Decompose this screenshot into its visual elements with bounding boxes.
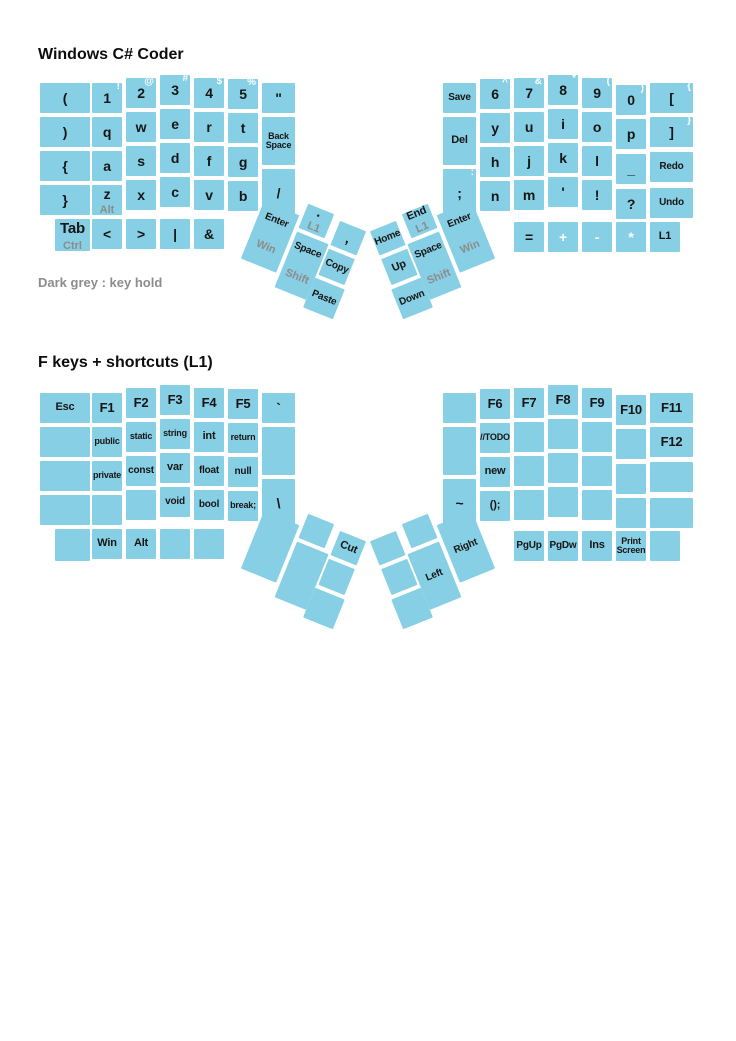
keycap-label: a: [103, 157, 111, 174]
keycap-shifted-label: ): [640, 83, 644, 94]
key-blank: [194, 529, 224, 559]
key-blank: [40, 461, 90, 491]
key-break: [228, 491, 258, 521]
keycap-label: 2: [137, 84, 145, 101]
keycap-label: Print Screen: [616, 535, 646, 555]
keycap-label: Space: [413, 239, 444, 261]
keycap-label: {: [62, 157, 68, 174]
keycap-label: //TODO: [480, 432, 510, 443]
keycap-label: public: [94, 436, 120, 447]
keycap-label: F6: [487, 396, 503, 412]
keycap-label: F4: [201, 395, 217, 411]
keycap-label: =: [525, 228, 533, 245]
keycap-label: i: [561, 115, 565, 132]
key-blank: [55, 529, 90, 561]
keycap-label: static: [129, 431, 153, 442]
keycap-label: ,: [343, 229, 354, 247]
key-private: [92, 461, 122, 491]
keycap-hold-label: Win: [254, 237, 278, 257]
keycap-label: const: [128, 464, 154, 476]
key-blank: [616, 464, 646, 494]
keycap-label: 4: [205, 84, 213, 101]
keycap-label: void: [165, 495, 185, 507]
key-cut: [330, 531, 366, 566]
key-pgup: [514, 531, 544, 561]
keycap-shifted-label: &: [534, 76, 542, 87]
keycap-hold-label: Alt: [99, 203, 115, 216]
keycap-label: [: [669, 89, 674, 106]
keycap-shifted-label: *: [572, 73, 576, 84]
keycap-label: _: [627, 160, 635, 177]
key-void: [160, 487, 190, 517]
keycap-label: b: [238, 187, 248, 204]
keycap-shifted-label: }: [687, 115, 691, 126]
keycap-label: float: [198, 464, 220, 476]
keycap-label: u: [524, 118, 534, 135]
key-blank: [616, 498, 646, 528]
key-const: [126, 456, 156, 486]
keycap-label: Paste: [310, 288, 339, 308]
keycap-label: F5: [235, 396, 251, 412]
layer1-title: Windows C# Coder: [38, 46, 184, 63]
key-f6: [480, 389, 510, 419]
keycap-label: !: [594, 186, 600, 203]
keycap-label: &: [204, 225, 214, 242]
keycap-label: 3: [171, 81, 179, 98]
key-public: [92, 427, 122, 457]
key-f9: [582, 388, 612, 418]
keycap-label: 1: [103, 89, 111, 106]
key-f5: [228, 389, 258, 419]
keycap-label: var: [167, 461, 183, 474]
keycap-label: f: [206, 152, 212, 169]
keycap-label: F12: [660, 434, 683, 450]
keycap-shifted-label: #: [182, 73, 188, 84]
key-blank: [514, 490, 544, 520]
keycap-label: c: [171, 183, 179, 200]
keycap-label: ': [561, 183, 565, 200]
keycap-shifted-label: ^: [502, 77, 508, 88]
keycap-hold-label: Win: [458, 237, 482, 257]
key-f11: [650, 393, 693, 423]
keycap-label: F11: [660, 400, 683, 416]
key-var: [160, 453, 190, 483]
keycap-label: break;: [230, 500, 256, 511]
key-blank: [299, 514, 335, 549]
key-print-screen: [616, 531, 646, 561]
keycap-label: j: [527, 152, 531, 169]
key-f2: [126, 388, 156, 418]
key-blank: [443, 393, 476, 423]
keycap-label: Cut: [338, 538, 359, 557]
keycap-label: PgDw: [549, 539, 577, 551]
keycap-label: Left: [424, 566, 445, 584]
keycap-label: Redo: [659, 160, 684, 172]
key-call-parens: [480, 491, 510, 521]
keycap-label: p: [626, 125, 636, 142]
keycap-label: >: [137, 225, 145, 242]
keycap-label: new: [484, 465, 506, 478]
key-blank: [650, 531, 680, 561]
keycap-label: Up: [390, 258, 408, 275]
keycap-label: F2: [133, 395, 149, 411]
keycap-label: m: [522, 186, 536, 203]
keycap-shifted-label: :: [470, 167, 474, 178]
keycap-label: F1: [99, 400, 115, 416]
key-backtick: [262, 393, 295, 423]
keycap-label: ~: [455, 494, 464, 511]
keycap-hold-label: Ctrl: [63, 239, 82, 252]
keycap-hold-label: Shift: [283, 266, 311, 287]
keycap-shifted-label: @: [144, 76, 154, 87]
keycap-label: s: [137, 152, 145, 169]
key-bool: [194, 490, 224, 520]
keycap-label: r: [206, 118, 212, 135]
keycap-label: l: [595, 152, 599, 169]
keycap-hold-label: L1: [305, 219, 323, 236]
key-ins: [582, 531, 612, 561]
keycap-shifted-label: %: [247, 77, 256, 88]
keycap-label: v: [205, 186, 213, 203]
key-blank: [443, 427, 476, 475]
keycap-label: L1: [658, 230, 672, 243]
keycap-label: Right: [452, 536, 480, 556]
keycap-label: Space: [292, 239, 323, 261]
keycap-label: Enter: [445, 210, 473, 231]
keycap-shifted-label: $: [216, 76, 222, 87]
keycap-label: ]: [669, 123, 674, 140]
key-null: [228, 457, 258, 487]
keycap-label: Del: [451, 134, 468, 147]
keycap-label: t: [240, 119, 246, 136]
key-f8: [548, 385, 578, 415]
key-blank: [126, 490, 156, 520]
key-blank: [582, 490, 612, 520]
keycap-label: Tab: [60, 220, 85, 237]
key-esc: [40, 393, 90, 423]
keycap-label: ;: [457, 184, 462, 201]
key-blank: [616, 429, 646, 459]
keycap-label: x: [137, 186, 145, 203]
key-return: [228, 423, 258, 453]
key-static: [126, 422, 156, 452]
keycap-label: string: [163, 428, 187, 439]
keycap-label: (: [62, 89, 68, 106]
key-blank: [262, 427, 295, 475]
keycap-label: bool: [198, 498, 220, 510]
keycap-label: Enter: [263, 210, 291, 231]
keycap-label: k: [559, 149, 567, 166]
key-new: [480, 457, 510, 487]
keycap-label: ): [62, 123, 68, 140]
keycap-label: ();: [489, 499, 501, 512]
key-blank: [548, 419, 578, 449]
key-alt: [126, 529, 156, 559]
keycap-label: `: [276, 399, 281, 416]
key-string: [160, 419, 190, 449]
key-blank: [650, 462, 693, 492]
keycap-label: F10: [620, 402, 642, 418]
keycap-label: -: [594, 228, 600, 245]
keycap-label: Down: [397, 287, 427, 308]
key-blank: [582, 422, 612, 452]
keycap-label: o: [592, 118, 602, 135]
keycap-label: |: [173, 225, 177, 242]
keycap-label: Undo: [659, 196, 684, 208]
key-float: [194, 456, 224, 486]
key-blank: [92, 495, 122, 525]
keycap-label: Back Space: [265, 130, 292, 150]
keycap-label: +: [559, 228, 567, 245]
keycap-shifted-label: {: [687, 81, 691, 92]
keycap-label: 7: [525, 84, 533, 101]
keycap-shifted-label: !: [116, 81, 120, 92]
keycap-label: 5: [239, 85, 247, 102]
keycap-label: ": [275, 89, 282, 106]
keycap-label: ?: [626, 195, 636, 212]
keycap-label: w: [135, 118, 147, 135]
keycap-label: return: [230, 432, 256, 443]
keycap-label: F3: [167, 392, 183, 408]
key-blank: [514, 422, 544, 452]
keycap-label: int: [202, 430, 216, 443]
keycap-label: null: [234, 465, 252, 477]
keycap-shifted-label: (: [606, 76, 610, 87]
key-f4: [194, 388, 224, 418]
keycap-label: Ins: [589, 539, 605, 552]
key-blank: [40, 427, 90, 457]
keycap-label: /: [276, 184, 281, 201]
key-f10: [616, 395, 646, 425]
keycap-label: Home: [372, 227, 403, 248]
keycap-label: ·: [313, 207, 324, 224]
key-f12: [650, 427, 693, 457]
keycap-label: 8: [559, 81, 567, 98]
keycap-hold-label: L1: [413, 219, 431, 236]
keycap-label: 9: [593, 84, 601, 101]
keycap-label: h: [490, 153, 500, 170]
keycap-label: g: [238, 153, 248, 170]
layer2-title: F keys + shortcuts (L1): [38, 354, 213, 371]
keycap-label: *: [628, 228, 634, 245]
key-blank: [548, 453, 578, 483]
keycap-label: F7: [521, 395, 537, 411]
key-blank: [548, 487, 578, 517]
keycap-label: }: [62, 191, 68, 208]
keycap-label: 0: [627, 91, 635, 108]
keycap-label: \: [276, 494, 281, 511]
key-pgdw: [548, 531, 578, 561]
key-int: [194, 422, 224, 452]
keycap-label: z: [103, 186, 111, 202]
keycap-label: private: [92, 470, 122, 481]
keycap-label: 6: [491, 85, 499, 102]
key-blank: [650, 498, 693, 528]
keycap-label: F8: [555, 392, 571, 408]
keycap-label: PgUp: [516, 539, 542, 551]
key-f1: [92, 393, 122, 423]
keycap-label: Win: [97, 537, 117, 550]
key-blank: [160, 529, 190, 559]
keycap-label: Copy: [323, 256, 351, 277]
keycap-hold-label: Shift: [425, 266, 453, 287]
key-todo-comment: [480, 423, 510, 453]
keycap-label: Save: [448, 91, 471, 103]
keycap-label: <: [103, 225, 111, 242]
keycap-label: Esc: [55, 401, 75, 414]
keycap-label: e: [171, 115, 179, 132]
key-f7: [514, 388, 544, 418]
keycap-label: d: [170, 149, 180, 166]
keycap-label: F9: [589, 395, 605, 411]
keycap-label: q: [102, 123, 112, 140]
key-blank: [40, 495, 90, 525]
key-blank: [514, 456, 544, 486]
keycap-label: y: [491, 119, 499, 136]
key-f3: [160, 385, 190, 415]
keycap-label: Alt: [133, 537, 149, 550]
key-blank: [582, 456, 612, 486]
legend-note: Dark grey : key hold: [38, 275, 163, 290]
keycap-label: End: [405, 204, 429, 223]
key-win: [92, 529, 122, 559]
keycap-label: n: [490, 187, 500, 204]
